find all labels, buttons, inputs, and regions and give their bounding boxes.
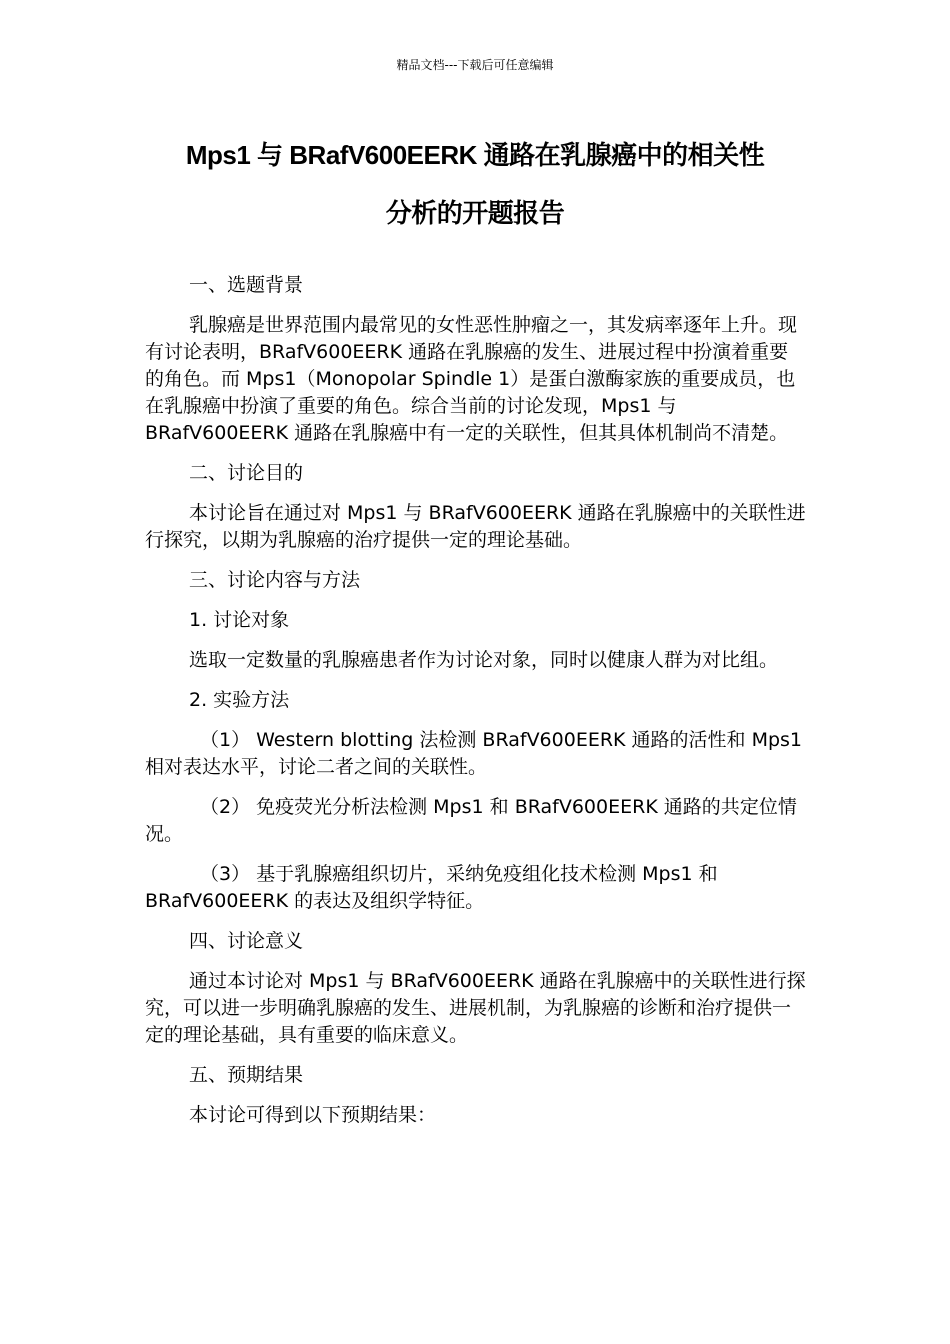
method-item-3: （3） 基于乳腺癌组织切片，采纳免疫组化技术检测 Mps1 和 BRafV600EERK 的表达及组织学特征。 xyxy=(145,863,718,912)
page-header-note: 精品文档---下载后可任意编辑 xyxy=(396,58,554,72)
section-heading-significance: 四、讨论意义 xyxy=(189,930,304,952)
document-title-line-2: 分析的开题报告 xyxy=(385,198,565,228)
document-body xyxy=(145,272,807,1142)
expected-results-paragraph: 本讨论可得到以下预期结果： xyxy=(189,1104,437,1126)
section-heading-purpose: 二、讨论目的 xyxy=(189,462,304,484)
subjects-paragraph: 选取一定数量的乳腺癌患者作为讨论对象，同时以健康人群为对比组。 xyxy=(189,649,779,671)
method-item-2: （2） 免疫荧光分析法检测 Mps1 和 BRafV600EERK 通路的共定位情况。 xyxy=(145,796,797,845)
subheading-methods: 2. 实验方法 xyxy=(189,689,290,711)
method-item-1: （1） Western blotting 法检测 BRafV600EERK 通路的活性和 Mps1 相对表达水平，讨论二者之间的关联性。 xyxy=(145,729,803,778)
section-heading-content-methods: 三、讨论内容与方法 xyxy=(189,569,361,591)
section-heading-expected-results: 五、预期结果 xyxy=(189,1064,304,1086)
subheading-subjects: 1. 讨论对象 xyxy=(189,609,290,631)
section-heading-background: 一、选题背景 xyxy=(189,274,304,296)
significance-paragraph: 通过本讨论对 Mps1 与 BRafV600EERK 通路在乳腺癌中的关联性进行探究，可以进一步明确乳腺癌的发生、进展机制，为乳腺癌的诊断和治疗提供一定的理论基础，具有重要的临床意义。 xyxy=(145,970,806,1046)
background-paragraph: 乳腺癌是世界范围内最常见的女性恶性肿瘤之一，其发病率逐年上升。现有讨论表明，BRafV600EERK 通路在乳腺癌的发生、进展过程中扮演着重要的角色。而 Mps1（Monopolar Spindle 1）是蛋白激酶家族的重要成员，也在乳腺癌中扮演了重要的角色。综合当前的讨论发现，Mps1 与 BRafV600EERK 通路在乳腺癌中有一定的关联性，但其具体机制尚不清楚。 xyxy=(145,314,798,444)
document-title-line-1: Mps1 与 BRafV600EERK 通路在乳腺癌中的相关性 xyxy=(185,140,765,170)
purpose-paragraph: 本讨论旨在通过对 Mps1 与 BRafV600EERK 通路在乳腺癌中的关联性进行探究，以期为乳腺癌的治疗提供一定的理论基础。 xyxy=(145,502,806,551)
